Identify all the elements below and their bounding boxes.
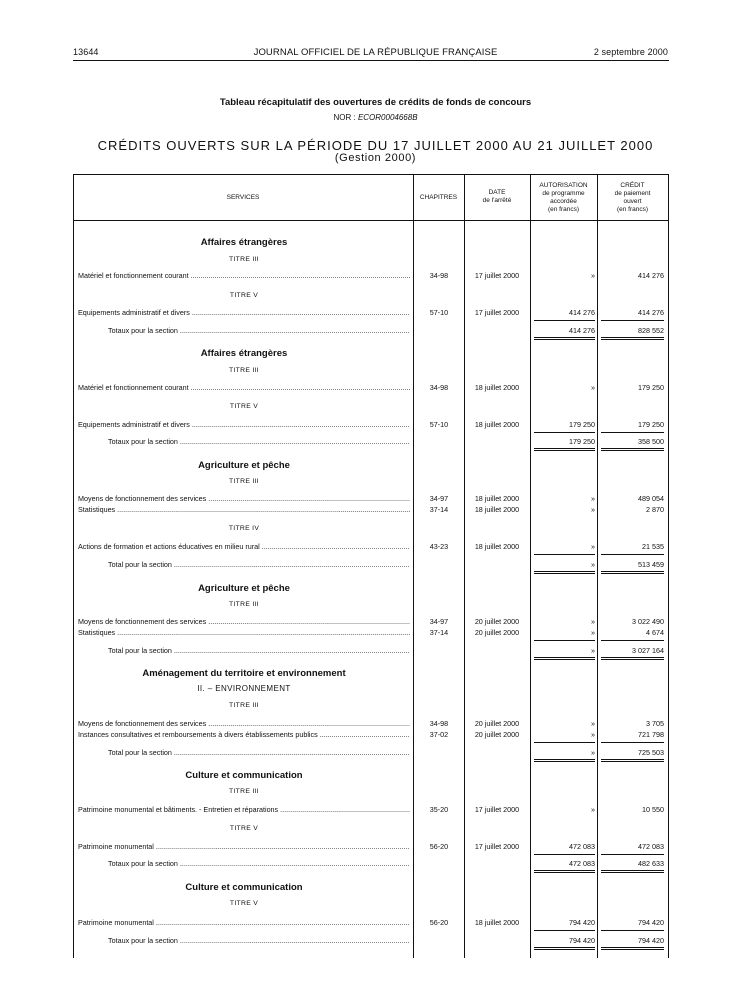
credit-value: 414 276 [638,308,664,317]
col-header-date-line1: DATE [488,189,506,196]
subtotal-rule [601,742,664,743]
titre-label: TITRE III [229,478,259,485]
chapitre-code: 57-10 [429,308,449,317]
autorisation-value: » [591,730,595,739]
nor-reference [0,113,751,122]
autorisation-value: » [591,542,595,551]
arrete-date: 18 juillet 2000 [474,542,520,551]
chapitre-code: 43-23 [429,542,449,551]
table-top-border [73,174,669,175]
total-credit: 828 552 [638,326,664,335]
col-header-auth-line4: (en francs) [547,206,580,213]
credit-value: 489 054 [638,494,664,503]
credit-value: 179 250 [638,383,664,392]
total-rule [601,337,664,340]
total-rule [601,759,664,762]
nor-label: NOR : [333,113,356,122]
subtotal-rule [601,554,664,555]
autorisation-value: » [591,719,595,728]
subtotal-rule [534,320,595,321]
service-name: Moyens de fonctionnement des services ..... [78,617,410,626]
total-credit: 513 459 [638,560,664,569]
col-header-chapitres: CHAPITRES [419,194,458,201]
arrete-date: 18 juillet 2000 [474,494,520,503]
arrete-date: 18 juillet 2000 [474,420,520,429]
chapitre-code: 37-14 [429,628,449,637]
total-credit: 725 503 [638,748,664,757]
titre-label: TITRE III [229,256,259,263]
section-total-label: Totaux pour la section ..... [108,326,410,335]
total-autorisation: 794 420 [569,936,595,945]
arrete-date: 17 juillet 2000 [474,805,520,814]
titre-label: TITRE V [229,403,259,410]
col-divider-date [464,174,465,958]
autorisation-value: » [591,494,595,503]
arrete-date: 17 juillet 2000 [474,308,520,317]
table-right-border [668,174,669,958]
total-rule [534,759,595,762]
arrete-date: 20 juillet 2000 [474,730,520,739]
col-header-date-line2: de l'arrêté [482,197,512,204]
total-rule [601,947,664,950]
titre-label: TITRE V [229,825,259,832]
section-heading: Aménagement du territoire et environnement [142,668,346,679]
service-name: Patrimoine monumental ..... [78,842,410,851]
chapitre-code: 34-97 [429,617,449,626]
autorisation-value: » [591,271,595,280]
col-header-cred-line4: (en francs) [616,206,649,213]
col-header-cred-line2: de paiement [614,190,651,197]
section-heading: Culture et communication [185,882,303,893]
autorisation-value: » [591,628,595,637]
subtotal-rule [601,640,664,641]
journal-name: JOURNAL OFFICIEL DE LA RÉPUBLIQUE FRANÇAISE [253,47,498,58]
chapitre-code: 56-20 [429,918,449,927]
credit-value: 414 276 [638,271,664,280]
arrete-date: 18 juillet 2000 [474,918,520,927]
arrete-date: 17 juillet 2000 [474,842,520,851]
arrete-date: 20 juillet 2000 [474,719,520,728]
col-header-cred-line3: ouvert [623,198,642,205]
chapitre-code: 34-98 [429,719,449,728]
titre-label: TITRE III [229,788,259,795]
col-header-auth-line3: accordée [550,198,577,205]
total-autorisation: 179 250 [569,437,595,446]
total-rule [534,448,595,451]
section-heading: Agriculture et pêche [198,583,290,594]
arrete-date: 18 juillet 2000 [474,383,520,392]
total-rule [601,571,664,574]
total-credit: 358 500 [638,437,664,446]
table-header-border [73,220,669,221]
total-credit: 3 027 164 [632,646,664,655]
chapitre-code: 34-97 [429,494,449,503]
total-rule [534,337,595,340]
header-rule [73,60,669,61]
service-name: Matériel et fonctionnement courant ..... [78,383,410,392]
col-header-auth-line2: de programme [542,190,585,197]
chapitre-code: 37-02 [429,730,449,739]
credit-value: 3 705 [646,719,664,728]
section-total-label: Totaux pour la section ..... [108,859,410,868]
gestion-subtitle: (Gestion 2000) [334,152,417,164]
table-title: Tableau récapitulatif des ouvertures de crédits de fonds de concours [219,97,532,108]
section-total-label: Totaux pour la section ..... [108,437,410,446]
col-header-credit [597,182,668,214]
credit-value: 4 674 [646,628,664,637]
total-rule [601,870,664,873]
total-rule [534,947,595,950]
section-total-label: Totaux pour la section ..... [108,936,410,945]
section-heading: Culture et communication [185,770,303,781]
autorisation-value: » [591,617,595,626]
subtotal-rule [601,432,664,433]
autorisation-value: 794 420 [569,918,595,927]
service-name: Statistiques ..... [78,505,410,514]
chapitre-code: 34-98 [429,383,449,392]
section-heading: Affaires étrangères [200,348,288,359]
section-heading: Affaires étrangères [200,237,288,248]
section-subheading: II. – ENVIRONNEMENT [197,684,291,693]
titre-label: TITRE IV [228,525,260,532]
arrete-date: 18 juillet 2000 [474,505,520,514]
total-autorisation: 414 276 [569,326,595,335]
total-autorisation: » [591,748,595,757]
autorisation-value: » [591,383,595,392]
autorisation-value: » [591,505,595,514]
col-header-date [464,189,530,205]
subtotal-rule [601,930,664,931]
service-name: Moyens de fonctionnement des services ..... [78,494,410,503]
subtotal-rule [534,640,595,641]
arrete-date: 17 juillet 2000 [474,271,520,280]
col-header-autorisation [530,182,597,214]
total-autorisation: 472 083 [569,859,595,868]
chapitre-code: 56-20 [429,842,449,851]
titre-label: TITRE III [229,367,259,374]
subtotal-rule [534,432,595,433]
total-rule [534,870,595,873]
issue-date: 2 septembre 2000 [593,47,668,57]
credit-value: 179 250 [638,420,664,429]
total-rule [534,657,595,660]
credit-value: 472 083 [638,842,664,851]
credit-value: 10 550 [642,805,664,814]
subtotal-rule [601,320,664,321]
titre-label: TITRE V [229,292,259,299]
titre-label: TITRE III [229,702,259,709]
credit-value: 2 870 [646,505,664,514]
chapitre-code: 35-20 [429,805,449,814]
service-name: Equipements administratif et divers ..... [78,420,410,429]
total-autorisation: » [591,646,595,655]
subtotal-rule [534,930,595,931]
chapitre-code: 57-10 [429,420,449,429]
credit-value: 794 420 [638,918,664,927]
titre-label: TITRE III [229,601,259,608]
total-autorisation: » [591,560,595,569]
total-rule [601,657,664,660]
section-heading: Agriculture et pêche [198,460,290,471]
service-name: Moyens de fonctionnement des services ..... [78,719,410,728]
service-name: Instances consultatives et remboursements à divers établissements publics ..... [78,730,410,739]
autorisation-value: 414 276 [569,308,595,317]
titre-label: TITRE V [229,900,259,907]
chapitre-code: 37-14 [429,505,449,514]
total-rule [534,571,595,574]
service-name: Patrimoine monumental et bâtiments. - Entretien et réparations ..... [78,805,410,814]
section-total-label: Total pour la section ..... [108,748,410,757]
credit-value: 21 535 [642,542,664,551]
nor-code: ECOR0004668B [357,113,418,122]
total-credit: 794 420 [638,936,664,945]
arrete-date: 20 juillet 2000 [474,617,520,626]
page-number: 13644 [73,47,99,57]
autorisation-value: 472 083 [569,842,595,851]
service-name: Actions de formation et actions éducatives en milieu rural ..... [78,542,410,551]
col-header-services: SERVICES [226,194,260,201]
subtotal-rule [534,742,595,743]
service-name: Patrimoine monumental ..... [78,918,410,927]
subtotal-rule [601,854,664,855]
service-name: Statistiques ..... [78,628,410,637]
service-name: Equipements administratif et divers ..... [78,308,410,317]
section-total-label: Total pour la section ..... [108,646,410,655]
col-header-cred-line1: CRÉDIT [620,182,645,189]
main-title: CRÉDITS OUVERTS SUR LA PÉRIODE DU 17 JUILLET 2000 AU 21 JUILLET 2000 [97,138,654,153]
total-credit: 482 633 [638,859,664,868]
credit-value: 3 022 490 [632,617,664,626]
col-header-auth-line1: AUTORISATION [539,182,588,189]
service-name: Matériel et fonctionnement courant ..... [78,271,410,280]
credit-value: 721 798 [638,730,664,739]
chapitre-code: 34-98 [429,271,449,280]
section-total-label: Total pour la section ..... [108,560,410,569]
subtotal-rule [534,554,595,555]
autorisation-value: » [591,805,595,814]
subtotal-rule [534,854,595,855]
autorisation-value: 179 250 [569,420,595,429]
total-rule [601,448,664,451]
arrete-date: 20 juillet 2000 [474,628,520,637]
